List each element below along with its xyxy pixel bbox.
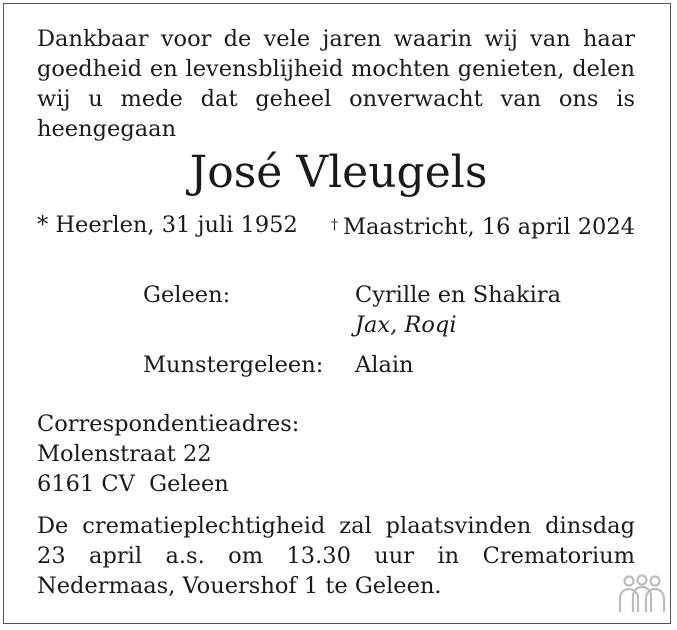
people-group-icon bbox=[617, 574, 667, 614]
intro-line: heengegaan bbox=[37, 116, 177, 142]
correspondence-address bbox=[37, 409, 299, 499]
birth-date: * Heerlen, 31 juli 1952 bbox=[37, 212, 298, 238]
intro-line: goedheid en levensblijheid mochten genieten, delen bbox=[37, 56, 635, 82]
family-place: Munstergeleen: bbox=[143, 352, 324, 378]
cross-icon: † bbox=[330, 217, 338, 233]
address-street: Molenstraat 22 bbox=[37, 441, 212, 467]
grandchildren-names: Jax, Roqi bbox=[355, 312, 457, 338]
ceremony-line: 23 april a.s. om 13.30 uur in Crematorium bbox=[37, 543, 635, 569]
death-date: Maastricht, 16 april 2024 bbox=[342, 214, 635, 240]
family-names: Cyrille en Shakira bbox=[355, 282, 562, 308]
intro-line: Dankbaar voor de vele jaren waarin wij van haar bbox=[37, 26, 635, 52]
address-postal-city: 6161 CV Geleen bbox=[37, 471, 229, 497]
family-place: Geleen: bbox=[143, 282, 231, 308]
life-dates bbox=[37, 210, 635, 242]
death-date-group bbox=[331, 210, 635, 242]
ceremony-line: Nedermaas, Vouershof 1 te Geleen. bbox=[37, 573, 442, 599]
correspondence-label: Correspondentieadres: bbox=[37, 411, 300, 437]
intro-text bbox=[37, 24, 635, 144]
intro-line: wij u mede dat geheel onverwacht van ons is bbox=[37, 86, 635, 112]
family-names: Alain bbox=[355, 352, 414, 378]
ceremony-line: De crematieplechtigheid zal plaatsvinden dinsdag bbox=[37, 513, 635, 539]
deceased-name: José Vleugels bbox=[189, 147, 488, 198]
ceremony-text bbox=[37, 511, 635, 601]
